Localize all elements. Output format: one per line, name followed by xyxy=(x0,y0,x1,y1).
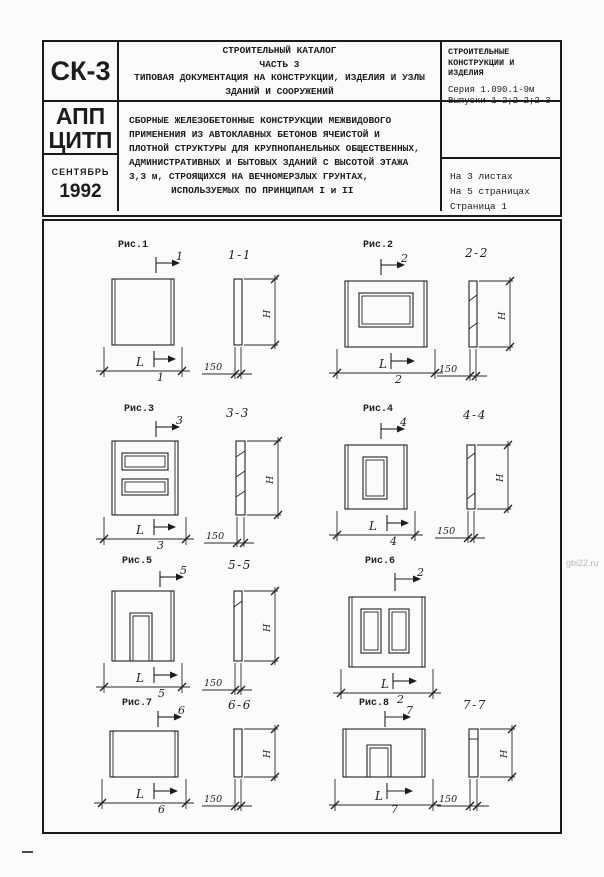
section-cut-mark-top xyxy=(158,704,185,727)
catalog-code-cell xyxy=(44,42,119,102)
height-label: H xyxy=(499,749,510,758)
panel-section xyxy=(467,445,475,509)
section-label: 2-2 xyxy=(465,246,489,260)
cut-number: 3 xyxy=(157,539,164,552)
date-cell xyxy=(44,155,119,211)
cut-number: 5 xyxy=(180,564,187,577)
cut-number: 4 xyxy=(400,416,407,429)
description-line: АДМИНИСТРАТИВНЫХ И БЫТОВЫХ ЗДАНИЙ С ВЫСОТОЙ ЭТАЖА xyxy=(129,157,409,168)
figure-3 xyxy=(94,397,329,559)
panel-elevation xyxy=(343,729,425,777)
description-line: ПЛОТНОЙ СТРУКТУРЫ ДЛЯ КРУПНОПАНЕЛЬНЫХ ОБЩЕСТВЕННЫХ, xyxy=(129,143,420,154)
description-line: ИСПОЛЬЗУЕМЫХ ПО ПРИНЦИПАМ I и II xyxy=(171,185,354,196)
section-cut-mark-top xyxy=(395,566,424,591)
section-cut-mark-top xyxy=(156,414,183,437)
figure-4 xyxy=(329,397,564,559)
cut-number: 7 xyxy=(406,704,413,717)
organization-line: АПП xyxy=(55,102,106,129)
description-cell xyxy=(119,102,442,211)
section-label: 7-7 xyxy=(463,698,487,712)
catalog-title-line: ЧАСТЬ 3 xyxy=(259,58,300,70)
thickness-label: 150 xyxy=(439,364,458,375)
thickness-dimension xyxy=(437,349,487,381)
length-label: L xyxy=(136,523,146,537)
length-label: L xyxy=(369,519,379,533)
cut-number: 6 xyxy=(158,803,165,816)
window-opening xyxy=(122,453,168,470)
height-label: H xyxy=(495,473,506,482)
section-label: 1-1 xyxy=(228,248,252,262)
description-line: СБОРНЫЕ ЖЕЛЕЗОБЕТОННЫЕ КОНСТРУКЦИИ МЕЖВИДОВОГО xyxy=(129,115,392,126)
cut-number: 1 xyxy=(176,250,183,263)
length-label: L xyxy=(136,355,146,369)
thickness-dimension xyxy=(437,779,489,811)
catalog-title-line: ТИПОВАЯ ДОКУМЕНТАЦИЯ НА КОНСТРУКЦИИ, ИЗДЕЛИЯ И УЗЛЫ xyxy=(134,72,425,83)
section-cut-mark-top xyxy=(160,564,187,587)
section-cut-mark-bottom xyxy=(387,515,409,548)
catalog-title-cell xyxy=(119,42,442,102)
issues-list: Выпуски 1-2;2-2;2-3 xyxy=(448,96,551,106)
height-dimension xyxy=(479,277,514,351)
cut-number: 4 xyxy=(390,535,397,548)
header-table xyxy=(42,40,562,217)
cut-number: 2 xyxy=(397,693,404,706)
cut-number: 2 xyxy=(417,566,424,579)
cut-number: 7 xyxy=(391,803,398,816)
figure-5 xyxy=(94,549,329,711)
panel-elevation xyxy=(345,445,407,509)
sheet-count: На 3 листах xyxy=(450,171,513,182)
cut-number: 2 xyxy=(395,373,402,386)
cut-number: 5 xyxy=(158,687,165,700)
height-dimension xyxy=(247,437,282,519)
sheet-info-cell xyxy=(442,159,560,211)
length-label: L xyxy=(379,357,389,371)
description-line: 3,3 м, СТРОЯЩИХСЯ НА ВЕЧНОМЕРЗЛЫХ ГРУНТАХ, xyxy=(129,171,369,182)
page-count: На 5 страницах xyxy=(450,186,530,197)
length-dimension xyxy=(96,663,190,693)
thickness-label: 150 xyxy=(204,362,223,373)
figure-label: Рис.3 xyxy=(124,404,155,415)
panel-elevation xyxy=(112,441,178,515)
figure-label: Рис.7 xyxy=(122,698,153,709)
section-cut-mark-bottom xyxy=(391,353,415,386)
section-label: 4-4 xyxy=(463,408,487,422)
thickness-label: 150 xyxy=(204,678,223,689)
height-label: H xyxy=(265,475,276,484)
thickness-dimension xyxy=(202,347,252,379)
height-label: H xyxy=(262,749,273,758)
section-cut-mark-top xyxy=(381,416,407,439)
figure-label: Рис.1 xyxy=(118,240,149,251)
length-dimension xyxy=(96,347,190,377)
catalog-title-line: ЗДАНИЙ И СООРУЖЕНИЙ xyxy=(225,85,334,97)
organization-line: ЦИТП xyxy=(48,126,113,153)
series-heading-line: ИЗДЕЛИЯ xyxy=(448,68,484,78)
panel-elevation xyxy=(112,279,174,345)
panel-section xyxy=(234,729,242,777)
thickness-dimension xyxy=(202,663,252,695)
series-number: Серия 1.090.1-9м xyxy=(448,84,535,95)
section-cut-mark-bottom xyxy=(154,519,176,552)
cut-number: 1 xyxy=(157,371,164,384)
cut-number: 6 xyxy=(178,704,185,717)
length-dimension xyxy=(329,511,423,541)
height-dimension xyxy=(244,587,279,665)
catalog-code: СК-3 xyxy=(50,55,111,86)
height-dimension xyxy=(244,725,279,781)
figure-2 xyxy=(329,233,564,395)
watermark: gbi22.ru xyxy=(566,558,599,568)
length-label: L xyxy=(375,789,385,803)
figure-label: Рис.2 xyxy=(363,240,394,251)
empty-cell xyxy=(442,102,560,159)
series-heading-line: СТРОИТЕЛЬНЫЕ xyxy=(448,47,510,57)
thickness-label: 150 xyxy=(437,526,456,537)
section-cut-mark-top xyxy=(156,250,183,273)
figure-label: Рис.6 xyxy=(365,556,396,567)
panel-elevation xyxy=(112,591,174,661)
organization-cell xyxy=(44,102,119,155)
section-label: 6-6 xyxy=(228,698,252,712)
cut-number: 3 xyxy=(176,414,183,427)
section-cut-mark-top xyxy=(381,252,408,275)
length-label: L xyxy=(136,671,146,685)
panel-section xyxy=(234,591,242,661)
length-dimension xyxy=(96,517,194,545)
thickness-dimension xyxy=(202,779,252,811)
year-label: 1992 xyxy=(59,181,102,202)
length-dimension xyxy=(94,779,194,809)
section-label: 5-5 xyxy=(228,558,252,572)
figure-label: Рис.8 xyxy=(359,698,390,709)
height-dimension xyxy=(244,275,279,349)
thickness-dimension xyxy=(204,517,254,547)
thickness-label: 150 xyxy=(439,794,458,805)
series-heading-line: КОНСТРУКЦИИ И xyxy=(448,57,515,68)
figure-7 xyxy=(94,693,329,828)
figures-frame xyxy=(42,219,562,834)
length-label: L xyxy=(381,677,391,691)
panel-section xyxy=(236,441,245,515)
description-line: ПРИМЕНЕНИЯ ИЗ АВТОКЛАВНЫХ БЕТОНОВ ЯЧЕИСТОЙ И xyxy=(129,129,380,140)
height-dimension xyxy=(480,725,516,781)
panel-elevation xyxy=(349,597,425,667)
figure-6 xyxy=(329,549,564,711)
height-label: H xyxy=(262,309,273,318)
section-cut-mark-top xyxy=(385,704,413,727)
panel-elevation xyxy=(345,281,427,347)
length-label: L xyxy=(136,787,146,801)
section-cut-mark-bottom xyxy=(154,351,176,384)
page-number: Страница 1 xyxy=(450,201,508,212)
height-dimension xyxy=(477,441,512,513)
window-opening xyxy=(363,457,387,499)
series-cell xyxy=(442,42,560,106)
panel-section xyxy=(234,279,242,345)
page-artifact-dash xyxy=(22,851,33,853)
thickness-label: 150 xyxy=(206,531,225,542)
window-opening xyxy=(359,293,413,327)
figure-label: Рис.5 xyxy=(122,556,153,567)
cut-number: 2 xyxy=(401,252,408,265)
month-label: СЕНТЯБРЬ xyxy=(51,167,110,177)
section-label: 3-3 xyxy=(226,406,250,420)
thickness-label: 150 xyxy=(204,794,223,805)
catalog-title-line: СТРОИТЕЛЬНЫЙ КАТАЛОГ xyxy=(222,45,337,56)
window-opening xyxy=(122,479,168,495)
panel-section xyxy=(469,729,478,777)
panel-section xyxy=(469,281,477,347)
door-opening xyxy=(367,745,391,777)
thickness-dimension xyxy=(435,511,485,543)
figure-8 xyxy=(329,693,564,828)
section-cut-mark-bottom xyxy=(387,783,413,816)
figure-1 xyxy=(94,233,329,395)
figure-label: Рис.4 xyxy=(363,404,394,415)
section-cut-mark-bottom xyxy=(154,783,178,816)
length-dimension xyxy=(329,349,443,379)
panel-elevation xyxy=(110,731,178,777)
height-label: H xyxy=(262,623,273,632)
length-dimension xyxy=(329,779,441,811)
height-label: H xyxy=(497,311,508,320)
